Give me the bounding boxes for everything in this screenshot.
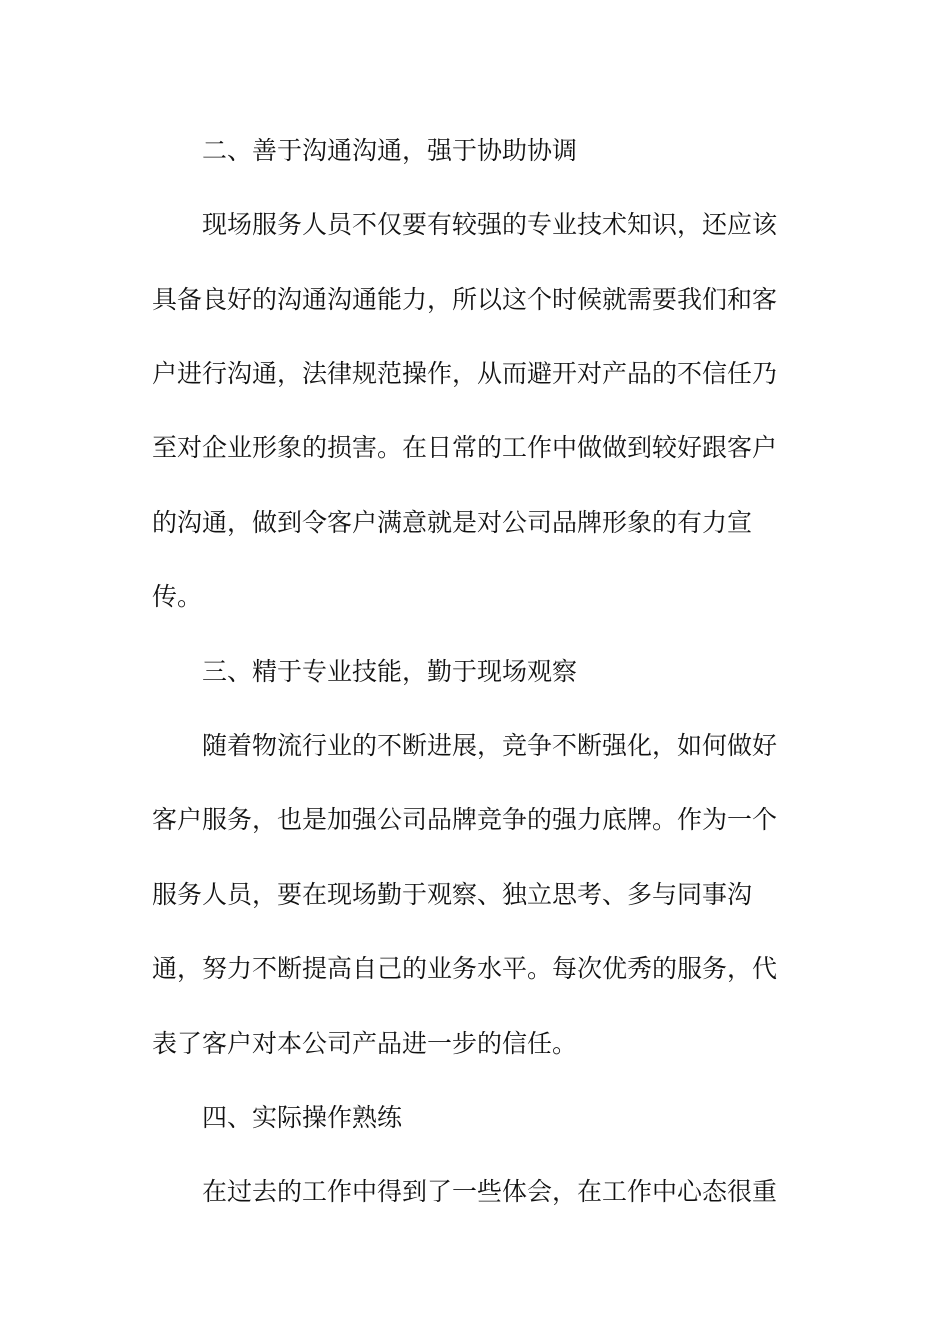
paragraph-line: 现场服务人员不仅要有较强的专业技术知识，还应该 [202, 210, 778, 239]
section-heading-2: 二、善于沟通沟通，强于协助协调 [202, 136, 578, 165]
paragraph-line: 传。 [152, 582, 203, 611]
paragraph-line: 服务人员，要在现场勤于观察、独立思考、多与同事沟 [152, 880, 753, 909]
paragraph-line: 具备良好的沟通沟通能力，所以这个时候就需要我们和客 [152, 285, 778, 314]
paragraph-line: 通，努力不断提高自己的业务水平。每次优秀的服务，代 [152, 954, 778, 983]
paragraph-line: 的沟通，做到令客户满意就是对公司品牌形象的有力宣 [152, 508, 753, 537]
section-heading-3: 三、精于专业技能，勤于现场观察 [202, 657, 578, 686]
paragraph-line: 至对企业形象的损害。在日常的工作中做做到较好跟客户 [152, 433, 778, 462]
paragraph-line: 随着物流行业的不断进展，竞争不断强化，如何做好 [202, 731, 778, 760]
paragraph-line: 客户服务，也是加强公司品牌竞争的强力底牌。作为一个 [152, 805, 778, 834]
paragraph-line: 表了客户对本公司产品进一步的信任。 [152, 1029, 578, 1058]
section-heading-4: 四、实际操作熟练 [202, 1103, 403, 1132]
paragraph-line: 在过去的工作中得到了一些体会，在工作中心态很重 [202, 1177, 778, 1206]
paragraph-line: 户进行沟通，法律规范操作，从而避开对产品的不信任乃 [152, 359, 778, 388]
